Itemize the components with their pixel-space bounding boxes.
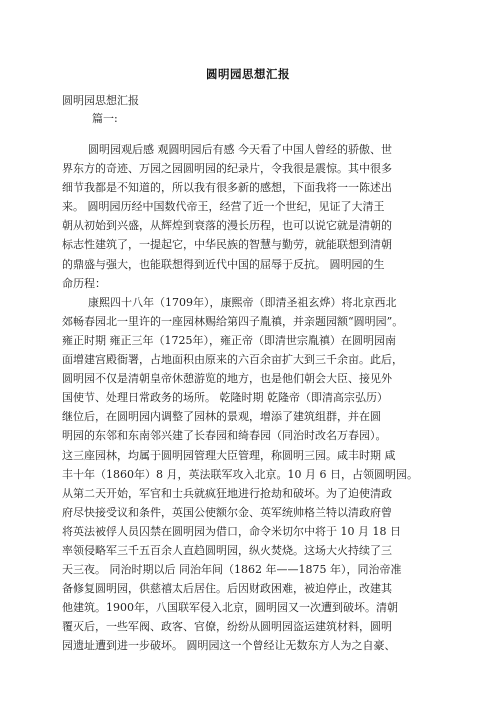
text-line: 来。 圆明园历经中国数代帝王，经营了近一个世纪，见证了大清王 [62,200,385,214]
text-line: 雍正时期 雍正三年（1725年），雍正帝（即清世宗胤禛）在圆明园南 [62,333,396,347]
text-line: 他建筑。1900年，八国联军侵入北京，圆明园又一次遭到破坏。清朝 [62,601,398,615]
text-line: 天三夜。 同治时期以后 同治年间（1862 年——1875 年），同治帝准 [62,563,402,577]
text-line: 界东方的奇迹、万园之园圆明园的纪录片，令我很是震惊。其中很多 [62,162,392,176]
text-line: 从第二天开始，军官和士兵就疯狂地进行抢劫和破坏。为了迫使清政 [62,486,392,500]
section-heading: 篇一: [92,112,118,125]
text-line: 圆明园观后感 观圆明园后有感 今天看了中国人曾经的骄傲、世 [88,143,392,156]
text-line: 这三座园林，均属于圆明园管理大臣管理，称圆明三园。咸丰时期 咸 [62,448,396,462]
text-line: 国使节、处理日常政务的场所。 乾隆时期 乾隆帝（即清高宗弘历） [62,391,388,405]
text-line: 备修复圆明园，供慈禧太后居住。后因财政困难，被迫停止，改建其 [62,582,392,596]
text-line: 圆明园不仅是清朝皇帝休憩游览的地方，也是他们朝会大臣、接见外 [62,372,392,386]
text-line: 命历程： [62,276,106,290]
text-line: 细节我都是不知道的，所以我有很多新的感想，下面我将一一陈述出 [62,181,392,195]
text-line: 标志性建筑了，一提起它，中华民族的智慧与勤劳，就能联想到清朝 [62,238,392,252]
text-line: 的鼎盛与强大，也能联想得到近代中国的屈辱于反抗。 圆明园的生 [62,257,385,271]
text-line: 府尽快接受议和条件，英国公使额尔金、英军统帅格兰特以清政府曾 [62,505,392,519]
text-line: 率领侵略军三千五百余人直趋圆明园，纵火焚烧。这场大火持续了三 [62,543,392,557]
text-line: 朝从初始到兴盛，从辉煌到衰落的漫长历程，也可以说它就是清朝的 [62,219,392,233]
text-line: 面增建宫殿衙署，占地面积由原来的六百余亩扩大到三千余亩。此后， [62,353,403,367]
text-line: 园遗址遭到进一步破坏。 圆明园这一个曾经让无数东方人为之自豪、 [62,639,396,653]
text-line: 郊畅春园北一里许的一座园林赐给第四子胤禛，并亲题园额“圆明园”。 [62,314,404,328]
text-line: 康熙四十八年（1709年），康熙帝（即清圣祖玄烨）将北京西北 [88,295,397,309]
text-line: 将英法被俘人员囚禁在圆明园为借口，命令米切尔中将于 10 月 18 日 [62,524,401,538]
text-line: 明园的东邻和东南邻兴建了长春园和绮春园（同治时改名万春园）。 [62,429,387,443]
text-line: 继位后，在圆明园内调整了园林的景观，增添了建筑组群，并在圆 [62,410,381,424]
document-subtitle: 圆明园思想汇报 [62,94,139,107]
text-line: 丰十年（1860年）8 月，英法联军攻入北京。10 月 6 日，占领圆明园。 [62,467,418,481]
page-title: 圆明园思想汇报 [206,67,290,81]
body-text [62,140,438,656]
text-line: 覆灭后，一些军阀、政客、官僚，纷纷从圆明园盗运建筑材料，圆明 [62,620,392,634]
